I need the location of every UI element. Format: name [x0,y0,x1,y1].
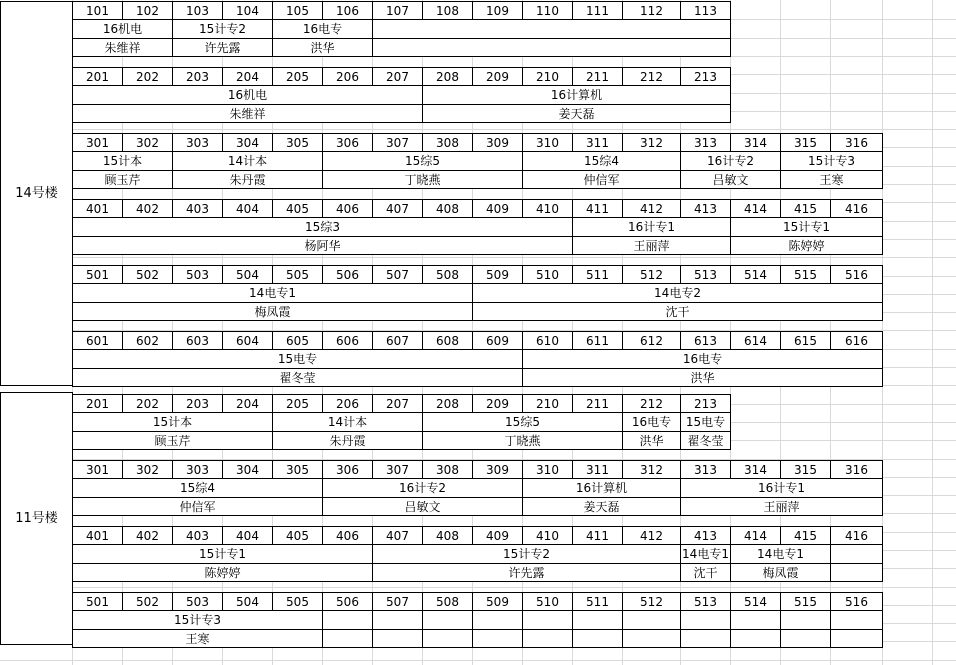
room-number-cell[interactable]: 412 [622,526,681,545]
room-number-cell[interactable]: 303 [172,133,223,152]
room-number-cell[interactable]: 407 [372,526,423,545]
room-number-cell[interactable]: 211 [572,394,623,413]
room-number-cell[interactable]: 416 [830,526,883,545]
room-number-cell[interactable]: 302 [122,460,173,479]
room-number-cell[interactable]: 415 [780,526,831,545]
room-number-cell[interactable]: 510 [522,592,573,611]
teacher-cell[interactable]: 翟冬莹 [72,368,523,387]
teacher-cell[interactable]: 陈婷婷 [730,236,883,255]
class-cell[interactable]: 16电专 [272,19,373,39]
room-number-cell[interactable]: 209 [472,394,523,413]
room-number-cell[interactable]: 102 [122,1,173,20]
class-cell[interactable] [572,610,623,630]
room-number-cell[interactable]: 310 [522,133,573,152]
room-number-cell[interactable]: 309 [472,460,523,479]
room-number-cell[interactable]: 107 [372,1,423,20]
room-number-cell[interactable]: 207 [372,67,423,86]
class-cell[interactable]: 14电专1 [730,544,831,564]
room-number-cell[interactable]: 606 [322,331,373,350]
room-number-cell[interactable]: 610 [522,331,573,350]
class-cell[interactable]: 16计算机 [522,478,681,498]
class-cell[interactable]: 14计本 [172,151,323,171]
class-cell[interactable]: 16计专1 [680,478,883,498]
teacher-cell[interactable]: 朱维祥 [72,104,423,123]
room-number-cell[interactable]: 506 [322,265,373,284]
room-number-cell[interactable]: 411 [572,199,623,218]
room-number-cell[interactable]: 108 [422,1,473,20]
teacher-cell[interactable] [830,563,883,582]
teacher-cell[interactable]: 杨阿华 [72,236,573,255]
room-number-cell[interactable]: 514 [730,265,781,284]
class-cell[interactable] [322,610,373,630]
room-number-cell[interactable]: 304 [222,133,273,152]
teacher-cell[interactable] [830,629,883,648]
room-number-cell[interactable]: 409 [472,199,523,218]
room-number-cell[interactable]: 201 [72,394,123,413]
grid-line [0,587,956,588]
room-number-cell[interactable]: 410 [522,199,573,218]
room-number-cell[interactable]: 301 [72,133,123,152]
class-cell[interactable]: 15综4 [522,151,681,171]
teacher-cell[interactable]: 梅凤霞 [730,563,831,582]
room-number-cell[interactable]: 513 [680,592,731,611]
teacher-cell[interactable]: 王丽萍 [680,497,883,516]
teacher-cell[interactable] [422,629,473,648]
teacher-cell[interactable] [622,629,681,648]
room-number-cell[interactable]: 501 [72,265,123,284]
room-number-cell[interactable]: 401 [72,199,123,218]
room-number-cell[interactable]: 516 [830,592,883,611]
room-number-cell[interactable]: 515 [780,592,831,611]
room-number-cell[interactable]: 210 [522,394,573,413]
room-number-cell[interactable]: 311 [572,460,623,479]
teacher-cell[interactable]: 陈婷婷 [72,563,373,582]
class-cell[interactable]: 15计专1 [730,217,883,237]
room-number-cell[interactable]: 502 [122,592,173,611]
room-number-cell[interactable]: 308 [422,460,473,479]
room-number-cell[interactable]: 307 [372,133,423,152]
room-number-cell[interactable]: 511 [572,592,623,611]
teacher-cell[interactable]: 翟冬莹 [680,431,731,450]
room-number-cell[interactable]: 305 [272,133,323,152]
teacher-cell[interactable] [322,629,373,648]
grid-line [932,0,933,665]
teacher-cell[interactable] [522,629,573,648]
grid-line [0,660,956,661]
room-number-cell[interactable]: 314 [730,460,781,479]
room-number-cell[interactable]: 113 [680,1,731,20]
room-number-cell[interactable]: 507 [372,592,423,611]
room-number-cell[interactable]: 507 [372,265,423,284]
room-number-cell[interactable]: 310 [522,460,573,479]
room-number-cell[interactable]: 206 [322,67,373,86]
class-cell[interactable] [422,610,473,630]
teacher-cell[interactable] [780,629,831,648]
class-cell[interactable]: 15计本 [72,151,173,171]
room-number-cell[interactable]: 111 [572,1,623,20]
teacher-cell[interactable] [372,38,731,57]
room-number-cell[interactable]: 205 [272,67,323,86]
room-number-cell[interactable]: 105 [272,1,323,20]
class-cell[interactable]: 15电专 [72,349,523,369]
teacher-cell[interactable]: 吕敏文 [680,170,781,189]
class-cell[interactable]: 15计专3 [780,151,883,171]
room-number-cell[interactable]: 509 [472,265,523,284]
teacher-cell[interactable]: 仲信军 [72,497,323,516]
room-number-cell[interactable]: 601 [72,331,123,350]
room-number-cell[interactable]: 305 [272,460,323,479]
room-number-cell[interactable]: 308 [422,133,473,152]
teacher-cell[interactable]: 王寒 [72,629,323,648]
room-number-cell[interactable]: 411 [572,526,623,545]
teacher-cell[interactable]: 沈干 [680,563,731,582]
room-number-cell[interactable]: 106 [322,1,373,20]
room-number-cell[interactable]: 504 [222,265,273,284]
class-cell[interactable] [622,610,681,630]
teacher-cell[interactable]: 沈干 [472,302,883,321]
room-number-cell[interactable]: 404 [222,526,273,545]
room-number-cell[interactable]: 516 [830,265,883,284]
room-number-cell[interactable]: 503 [172,265,223,284]
room-number-cell[interactable]: 502 [122,265,173,284]
room-number-cell[interactable]: 302 [122,133,173,152]
teacher-cell[interactable]: 丁晓燕 [322,170,523,189]
class-cell[interactable]: 15计专2 [172,19,273,39]
room-number-cell[interactable]: 414 [730,526,781,545]
room-number-cell[interactable]: 212 [622,394,681,413]
class-cell[interactable] [780,610,831,630]
room-number-cell[interactable]: 512 [622,592,681,611]
teacher-cell[interactable]: 许先露 [372,563,681,582]
room-number-cell[interactable]: 515 [780,265,831,284]
teacher-cell[interactable]: 洪华 [622,431,681,450]
teacher-cell[interactable]: 王寒 [780,170,883,189]
class-cell[interactable]: 16计专1 [572,217,731,237]
teacher-cell[interactable]: 吕敏文 [322,497,523,516]
class-cell[interactable]: 15综5 [422,412,623,432]
room-number-cell[interactable]: 401 [72,526,123,545]
teacher-cell[interactable] [730,629,781,648]
room-number-cell[interactable]: 210 [522,67,573,86]
room-number-cell[interactable]: 412 [622,199,681,218]
room-number-cell[interactable]: 501 [72,592,123,611]
room-number-cell[interactable]: 503 [172,592,223,611]
room-number-cell[interactable]: 313 [680,460,731,479]
teacher-cell[interactable]: 仲信军 [522,170,681,189]
room-number-cell[interactable]: 615 [780,331,831,350]
room-number-cell[interactable]: 614 [730,331,781,350]
room-number-cell[interactable]: 204 [222,67,273,86]
teacher-cell[interactable]: 许先露 [172,38,273,57]
room-number-cell[interactable]: 314 [730,133,781,152]
teacher-cell[interactable] [472,629,523,648]
class-cell[interactable]: 15综3 [72,217,573,237]
room-number-cell[interactable]: 202 [122,67,173,86]
teacher-cell[interactable]: 洪华 [522,368,883,387]
room-number-cell[interactable]: 315 [780,460,831,479]
room-number-cell[interactable]: 415 [780,199,831,218]
room-number-cell[interactable]: 207 [372,394,423,413]
room-number-cell[interactable]: 307 [372,460,423,479]
room-number-cell[interactable]: 416 [830,199,883,218]
room-number-cell[interactable]: 604 [222,331,273,350]
room-number-cell[interactable]: 406 [322,526,373,545]
room-number-cell[interactable]: 316 [830,133,883,152]
teacher-cell[interactable]: 梅凤霞 [72,302,473,321]
room-number-cell[interactable]: 313 [680,133,731,152]
class-cell[interactable]: 16电专 [522,349,883,369]
class-cell[interactable]: 14电专2 [472,283,883,303]
building-label[interactable]: 14号楼 [0,1,73,386]
class-cell[interactable] [830,544,883,564]
room-number-cell[interactable]: 112 [622,1,681,20]
class-cell[interactable] [372,610,423,630]
room-number-cell[interactable]: 408 [422,199,473,218]
class-cell[interactable]: 16机电 [72,85,423,105]
building-label[interactable]: 11号楼 [0,392,73,645]
room-number-cell[interactable]: 204 [222,394,273,413]
class-cell[interactable]: 16计算机 [422,85,731,105]
class-cell[interactable]: 16机电 [72,19,173,39]
room-number-cell[interactable]: 312 [622,460,681,479]
room-number-cell[interactable]: 405 [272,526,323,545]
room-number-cell[interactable]: 608 [422,331,473,350]
room-number-cell[interactable]: 409 [472,526,523,545]
room-number-cell[interactable]: 402 [122,526,173,545]
room-number-cell[interactable]: 613 [680,331,731,350]
room-number-cell[interactable]: 616 [830,331,883,350]
room-number-cell[interactable]: 605 [272,331,323,350]
room-number-cell[interactable]: 109 [472,1,523,20]
room-number-cell[interactable]: 209 [472,67,523,86]
teacher-cell[interactable]: 姜天磊 [422,104,731,123]
room-number-cell[interactable]: 407 [372,199,423,218]
class-cell[interactable] [830,610,883,630]
room-number-cell[interactable]: 514 [730,592,781,611]
class-cell[interactable]: 15电专 [680,412,731,432]
room-number-cell[interactable]: 212 [622,67,681,86]
room-number-cell[interactable]: 206 [322,394,373,413]
class-cell[interactable]: 14电专1 [72,283,473,303]
teacher-cell[interactable] [372,629,423,648]
room-number-cell[interactable]: 306 [322,133,373,152]
room-number-cell[interactable]: 316 [830,460,883,479]
teacher-cell[interactable]: 顾玉芹 [72,170,173,189]
room-number-cell[interactable]: 404 [222,199,273,218]
room-number-cell[interactable]: 104 [222,1,273,20]
teacher-cell[interactable] [572,629,623,648]
room-number-cell[interactable]: 413 [680,199,731,218]
room-number-cell[interactable]: 211 [572,67,623,86]
room-number-cell[interactable]: 414 [730,199,781,218]
teacher-cell[interactable]: 姜天磊 [522,497,681,516]
teacher-cell[interactable]: 朱丹霞 [172,170,323,189]
room-number-cell[interactable]: 303 [172,460,223,479]
room-number-cell[interactable]: 311 [572,133,623,152]
teacher-cell[interactable]: 丁晓燕 [422,431,623,450]
room-number-cell[interactable]: 208 [422,67,473,86]
grid-line [0,257,956,258]
room-number-cell[interactable]: 603 [172,331,223,350]
room-number-cell[interactable]: 511 [572,265,623,284]
class-cell[interactable]: 15计本 [72,412,273,432]
room-number-cell[interactable]: 607 [372,331,423,350]
teacher-cell[interactable]: 洪华 [272,38,373,57]
class-cell[interactable]: 16电专 [622,412,681,432]
grid-line [0,129,956,130]
room-number-cell[interactable]: 301 [72,460,123,479]
class-cell[interactable]: 15综4 [72,478,323,498]
room-number-cell[interactable]: 213 [680,67,731,86]
room-number-cell[interactable]: 413 [680,526,731,545]
room-number-cell[interactable]: 602 [122,331,173,350]
room-number-cell[interactable]: 101 [72,1,123,20]
room-number-cell[interactable]: 611 [572,331,623,350]
room-number-cell[interactable]: 213 [680,394,731,413]
room-number-cell[interactable]: 509 [472,592,523,611]
class-cell[interactable] [730,610,781,630]
class-cell[interactable]: 15计专3 [72,610,323,630]
room-number-cell[interactable]: 208 [422,394,473,413]
class-cell[interactable]: 15计专2 [372,544,681,564]
room-number-cell[interactable]: 103 [172,1,223,20]
room-number-cell[interactable]: 312 [622,133,681,152]
room-number-cell[interactable]: 202 [122,394,173,413]
teacher-cell[interactable]: 王丽萍 [572,236,731,255]
room-number-cell[interactable]: 505 [272,592,323,611]
room-number-cell[interactable]: 402 [122,199,173,218]
room-number-cell[interactable]: 201 [72,67,123,86]
room-number-cell[interactable]: 408 [422,526,473,545]
room-number-cell[interactable]: 406 [322,199,373,218]
class-cell[interactable]: 14计本 [272,412,423,432]
class-cell[interactable] [472,610,523,630]
class-cell[interactable]: 16计专2 [680,151,781,171]
room-number-cell[interactable]: 309 [472,133,523,152]
room-number-cell[interactable]: 403 [172,199,223,218]
room-number-cell[interactable]: 306 [322,460,373,479]
room-number-cell[interactable]: 510 [522,265,573,284]
room-number-cell[interactable]: 315 [780,133,831,152]
teacher-cell[interactable] [680,629,731,648]
room-number-cell[interactable]: 508 [422,592,473,611]
room-number-cell[interactable]: 304 [222,460,273,479]
room-number-cell[interactable]: 110 [522,1,573,20]
class-cell[interactable]: 14电专1 [680,544,731,564]
teacher-cell[interactable]: 朱维祥 [72,38,173,57]
room-number-cell[interactable]: 405 [272,199,323,218]
room-number-cell[interactable]: 508 [422,265,473,284]
room-number-cell[interactable]: 203 [172,67,223,86]
class-cell[interactable]: 15计专1 [72,544,373,564]
room-number-cell[interactable]: 609 [472,331,523,350]
room-number-cell[interactable]: 205 [272,394,323,413]
room-number-cell[interactable]: 512 [622,265,681,284]
room-number-cell[interactable]: 506 [322,592,373,611]
class-cell[interactable]: 15综5 [322,151,523,171]
room-number-cell[interactable]: 403 [172,526,223,545]
room-number-cell[interactable]: 505 [272,265,323,284]
class-cell[interactable] [372,19,731,39]
room-number-cell[interactable]: 513 [680,265,731,284]
room-number-cell[interactable]: 410 [522,526,573,545]
room-number-cell[interactable]: 612 [622,331,681,350]
class-cell[interactable]: 16计专2 [322,478,523,498]
class-cell[interactable] [522,610,573,630]
room-number-cell[interactable]: 203 [172,394,223,413]
room-number-cell[interactable]: 504 [222,592,273,611]
teacher-cell[interactable]: 顾玉芹 [72,431,273,450]
teacher-cell[interactable]: 朱丹霞 [272,431,423,450]
class-cell[interactable] [680,610,731,630]
